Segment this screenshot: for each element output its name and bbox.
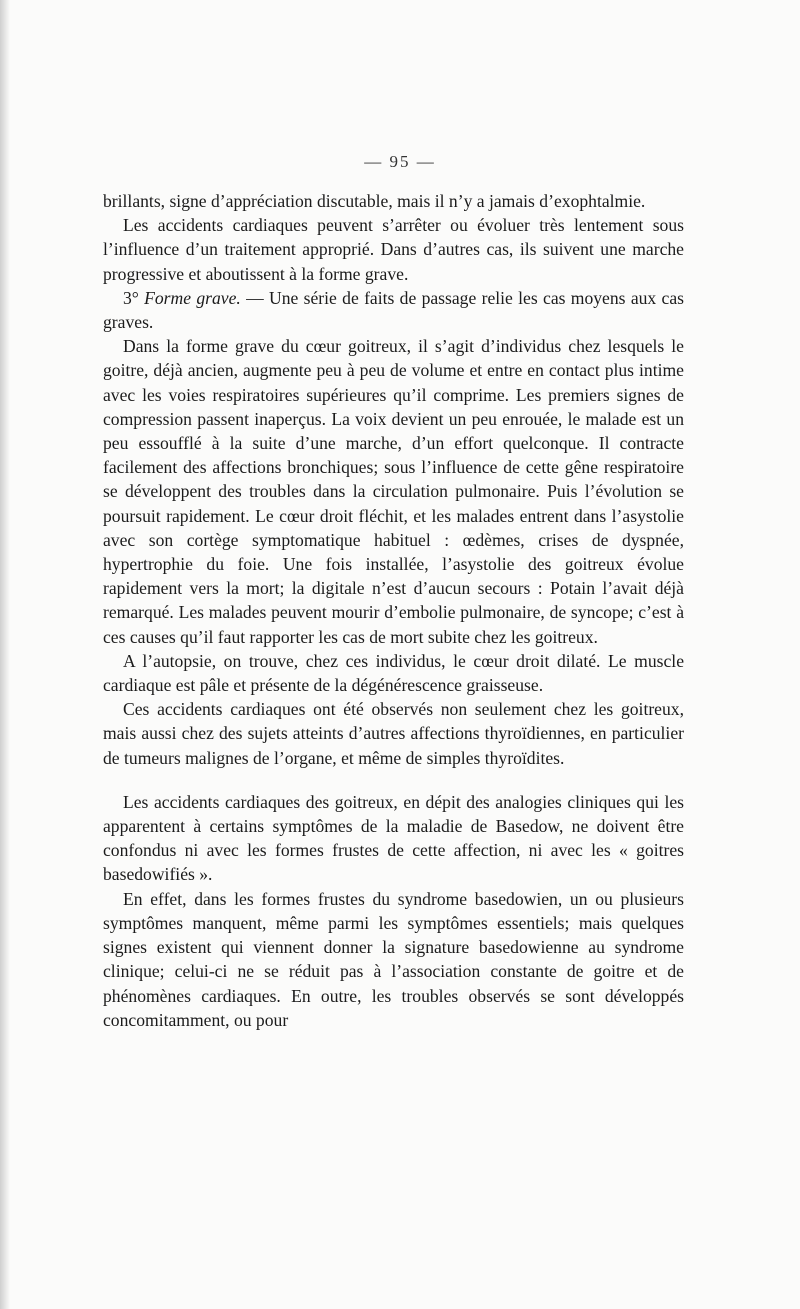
paragraph-continuation: brillants, signe d’appréciation discutable, mais il n’y a jamais d’exophtalmie. (103, 191, 646, 211)
paragraph: A l’autopsie, on trouve, chez ces individus, le cœur droit dilaté. Le muscle cardiaque est pâle et présente de la dégénérescence graisseuse. (103, 650, 684, 696)
paragraph: Les accidents cardiaques peuvent s’arrêter ou évoluer très lentement sous l’influence d’un traitement approprié. Dans d’autres cas, ils suivent une marche progressive et aboutissent à la forme grave. (103, 215, 684, 284)
body-text (103, 189, 684, 1032)
section-number: 3° (123, 287, 145, 308)
page-number: — 95 — (364, 152, 436, 171)
paragraph: Les accidents cardiaques des goitreux, en dépit des analogies cliniques qui les apparentent à certains symptômes de la maladie de Basedow, ne doivent être confondus ni avec les formes frustes de cette affection, ni avec les « goitres basedowifiés ». (103, 791, 684, 885)
section-heading: Forme grave. (144, 287, 241, 308)
paragraph: En effet, dans les formes frustes du syndrome basedowien, un ou plusieurs symptômes manquent, même parmi les symptômes essentiels; mais quelques signes existent qui viennent donner la signature basedowienne au syndrome clinique; celui-ci ne se réduit pas à l’association constante de goitre et de phénomènes cardiaques. En outre, les troubles observés se sont développés concomitamment, ou pour (103, 888, 684, 1030)
paragraph: Dans la forme grave du cœur goitreux, il s’agit d’individus chez lesquels le goitre, déjà ancien, augmente peu à peu de volume et entre en contact plus intime avec les voies respiratoires supérieures qu’il comprime. Les premiers signes de compression passent inaperçus. La voix devient un peu enrouée, le malade est un peu essoufflé à la suite d’une marche, d’un effort quelconque. Il contracte facilement des affections bronchiques; sous l’influence de cette gêne respiratoire se développent des troubles dans la circulation pulmonaire. Puis l’évolution se poursuit rapidement. Le cœur droit fléchit, et les malades entrent dans l’asystolie avec son cortège symptomatique habituel : œdèmes, crises de dyspnée, hypertrophie du foie. Une fois installée, l’asystolie des goitreux évolue rapidement vers la mort; la digitale n’est d’aucun secours : Potain l’avait déjà remarqué. Les malades peuvent mourir d’embolie pulmonaire, de syncope; c’est à ces causes qu’il faut rapporter les cas de mort subite chez les goitreux. (103, 336, 684, 647)
section-text: — Une série de faits de passage relie les cas moyens aux cas graves. (103, 287, 684, 333)
paragraph-forme-grave (103, 286, 684, 334)
paragraph: Ces accidents cardiaques ont été observés non seulement chez les goitreux, mais aussi chez des sujets atteints d’autres affections thyroïdiennes, en particulier de tumeurs malignes de l’organe, et même de simples thyroïdites. (103, 699, 684, 768)
page-edge-shadow (0, 0, 10, 1309)
